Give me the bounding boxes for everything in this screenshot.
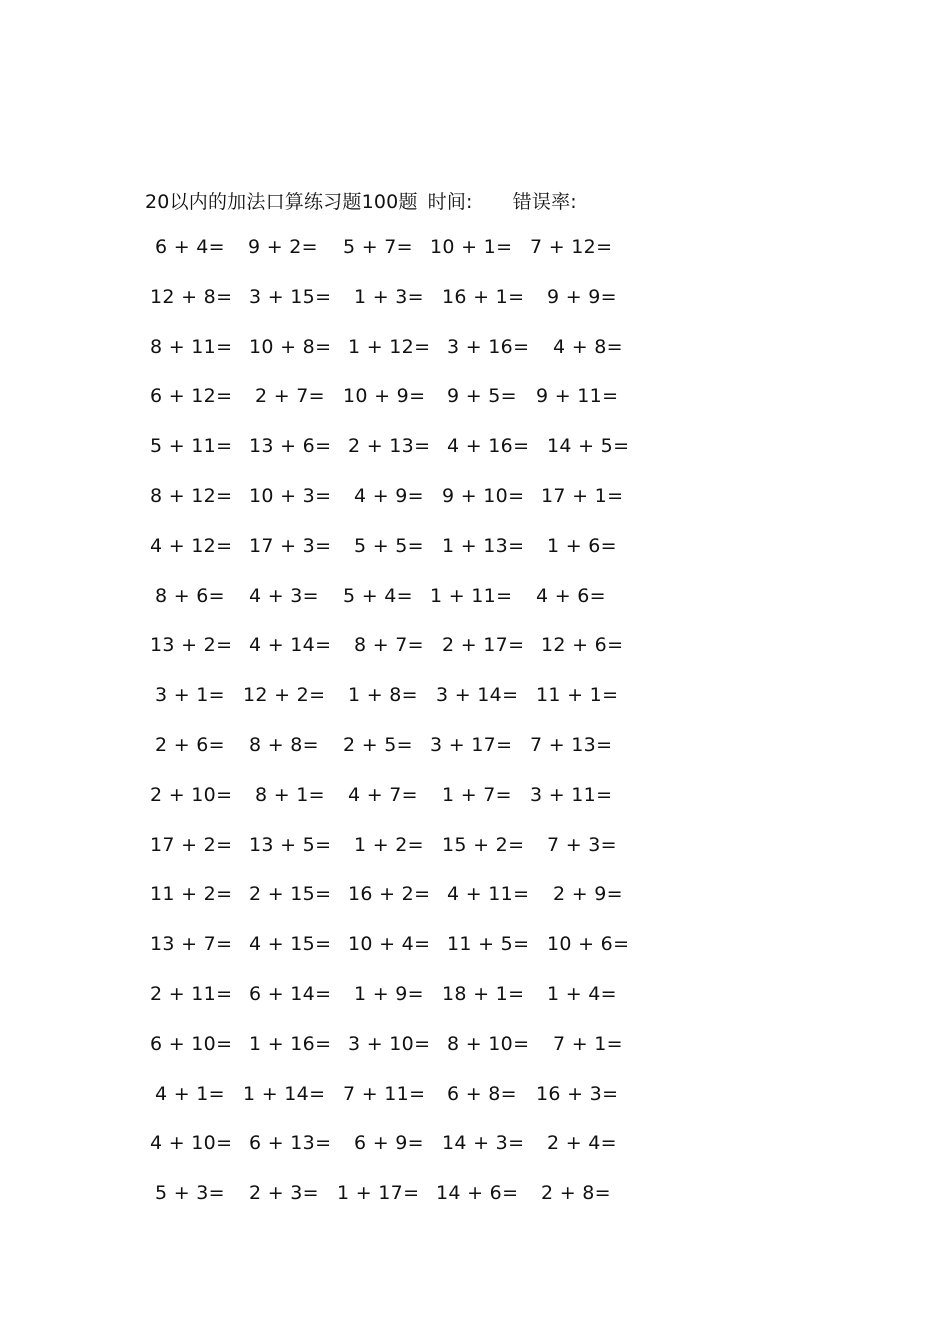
problem-item: 4 + 10= xyxy=(150,1132,233,1154)
problem-item: 14 + 5= xyxy=(547,435,630,457)
problem-item: 4 + 11= xyxy=(447,883,530,905)
problem-item: 14 + 6= xyxy=(436,1182,519,1204)
problem-item: 16 + 3= xyxy=(536,1083,619,1105)
problem-item: 12 + 6= xyxy=(541,634,624,656)
problem-item: 4 + 12= xyxy=(150,535,233,557)
problem-item: 17 + 2= xyxy=(150,834,233,856)
problem-item: 12 + 8= xyxy=(150,286,233,308)
problem-item: 2 + 13= xyxy=(348,435,431,457)
problem-item: 8 + 6= xyxy=(155,585,225,607)
problem-item: 2 + 7= xyxy=(255,385,325,407)
problem-item: 18 + 1= xyxy=(442,983,525,1005)
problem-item: 1 + 6= xyxy=(547,535,617,557)
problem-item: 4 + 8= xyxy=(553,336,623,358)
problem-item: 8 + 12= xyxy=(150,485,233,507)
problem-item: 4 + 15= xyxy=(249,933,332,955)
problem-item: 6 + 13= xyxy=(249,1132,332,1154)
problem-item: 15 + 2= xyxy=(442,834,525,856)
problem-item: 17 + 3= xyxy=(249,535,332,557)
problem-item: 17 + 1= xyxy=(541,485,624,507)
problem-item: 6 + 10= xyxy=(150,1033,233,1055)
problem-item: 1 + 3= xyxy=(354,286,424,308)
problem-item: 1 + 2= xyxy=(354,834,424,856)
problem-item: 6 + 8= xyxy=(447,1083,517,1105)
error-rate-label: 错误率: xyxy=(512,191,577,213)
problem-item: 3 + 17= xyxy=(430,734,513,756)
problem-item: 10 + 6= xyxy=(547,933,630,955)
problem-item: 8 + 1= xyxy=(255,784,325,806)
problem-item: 7 + 12= xyxy=(530,236,613,258)
problem-item: 8 + 11= xyxy=(150,336,233,358)
problem-item: 13 + 2= xyxy=(150,634,233,656)
problem-item: 2 + 11= xyxy=(150,983,233,1005)
problem-item: 10 + 3= xyxy=(249,485,332,507)
problem-item: 2 + 6= xyxy=(155,734,225,756)
problem-item: 5 + 7= xyxy=(343,236,413,258)
problem-item: 9 + 10= xyxy=(442,485,525,507)
problem-item: 9 + 2= xyxy=(248,236,318,258)
problem-item: 12 + 2= xyxy=(243,684,326,706)
problem-item: 16 + 2= xyxy=(348,883,431,905)
problem-item: 2 + 15= xyxy=(249,883,332,905)
problem-item: 16 + 1= xyxy=(442,286,525,308)
problem-item: 8 + 7= xyxy=(354,634,424,656)
problem-item: 9 + 11= xyxy=(536,385,619,407)
problem-item: 2 + 9= xyxy=(553,883,623,905)
worksheet-title: 20以内的加法口算练习题100题 xyxy=(145,191,418,213)
problem-item: 11 + 1= xyxy=(536,684,619,706)
problem-item: 4 + 6= xyxy=(536,585,606,607)
problem-item: 5 + 11= xyxy=(150,435,233,457)
problem-item: 8 + 10= xyxy=(447,1033,530,1055)
time-label: 时间: xyxy=(427,191,473,213)
problem-item: 9 + 5= xyxy=(447,385,517,407)
problem-item: 11 + 2= xyxy=(150,883,233,905)
problem-item: 6 + 14= xyxy=(249,983,332,1005)
problem-item: 13 + 6= xyxy=(249,435,332,457)
problem-item: 1 + 17= xyxy=(337,1182,420,1204)
problem-item: 3 + 15= xyxy=(249,286,332,308)
problem-item: 7 + 3= xyxy=(547,834,617,856)
problem-item: 2 + 4= xyxy=(547,1132,617,1154)
problem-item: 3 + 11= xyxy=(530,784,613,806)
problem-item: 7 + 1= xyxy=(553,1033,623,1055)
problem-item: 4 + 7= xyxy=(348,784,418,806)
problem-item: 5 + 3= xyxy=(155,1182,225,1204)
problem-item: 1 + 13= xyxy=(442,535,525,557)
problem-item: 8 + 8= xyxy=(249,734,319,756)
problem-item: 7 + 13= xyxy=(530,734,613,756)
problem-item: 2 + 5= xyxy=(343,734,413,756)
problem-item: 5 + 5= xyxy=(354,535,424,557)
problem-item: 6 + 9= xyxy=(354,1132,424,1154)
problem-item: 10 + 4= xyxy=(348,933,431,955)
problem-item: 1 + 8= xyxy=(348,684,418,706)
problem-item: 1 + 9= xyxy=(354,983,424,1005)
problem-item: 4 + 14= xyxy=(249,634,332,656)
problem-item: 2 + 10= xyxy=(150,784,233,806)
problem-item: 3 + 16= xyxy=(447,336,530,358)
problem-item: 2 + 8= xyxy=(541,1182,611,1204)
problem-item: 1 + 11= xyxy=(430,585,513,607)
problem-item: 1 + 14= xyxy=(243,1083,326,1105)
problem-item: 1 + 7= xyxy=(442,784,512,806)
problem-item: 2 + 3= xyxy=(249,1182,319,1204)
problem-item: 6 + 4= xyxy=(155,236,225,258)
problem-item: 6 + 12= xyxy=(150,385,233,407)
problem-item: 2 + 17= xyxy=(442,634,525,656)
problem-item: 3 + 10= xyxy=(348,1033,431,1055)
problem-item: 1 + 12= xyxy=(348,336,431,358)
problem-item: 4 + 16= xyxy=(447,435,530,457)
problem-item: 10 + 8= xyxy=(249,336,332,358)
problem-item: 9 + 9= xyxy=(547,286,617,308)
problem-item: 4 + 1= xyxy=(155,1083,225,1105)
problem-item: 10 + 1= xyxy=(430,236,513,258)
problem-item: 1 + 16= xyxy=(249,1033,332,1055)
problem-item: 1 + 4= xyxy=(547,983,617,1005)
problem-item: 3 + 14= xyxy=(436,684,519,706)
problem-item: 3 + 1= xyxy=(155,684,225,706)
problem-item: 14 + 3= xyxy=(442,1132,525,1154)
problem-item: 10 + 9= xyxy=(343,385,426,407)
problem-item: 13 + 5= xyxy=(249,834,332,856)
problem-item: 13 + 7= xyxy=(150,933,233,955)
problem-item: 11 + 5= xyxy=(447,933,530,955)
problem-item: 5 + 4= xyxy=(343,585,413,607)
problem-item: 4 + 3= xyxy=(249,585,319,607)
problem-item: 4 + 9= xyxy=(354,485,424,507)
problem-item: 7 + 11= xyxy=(343,1083,426,1105)
